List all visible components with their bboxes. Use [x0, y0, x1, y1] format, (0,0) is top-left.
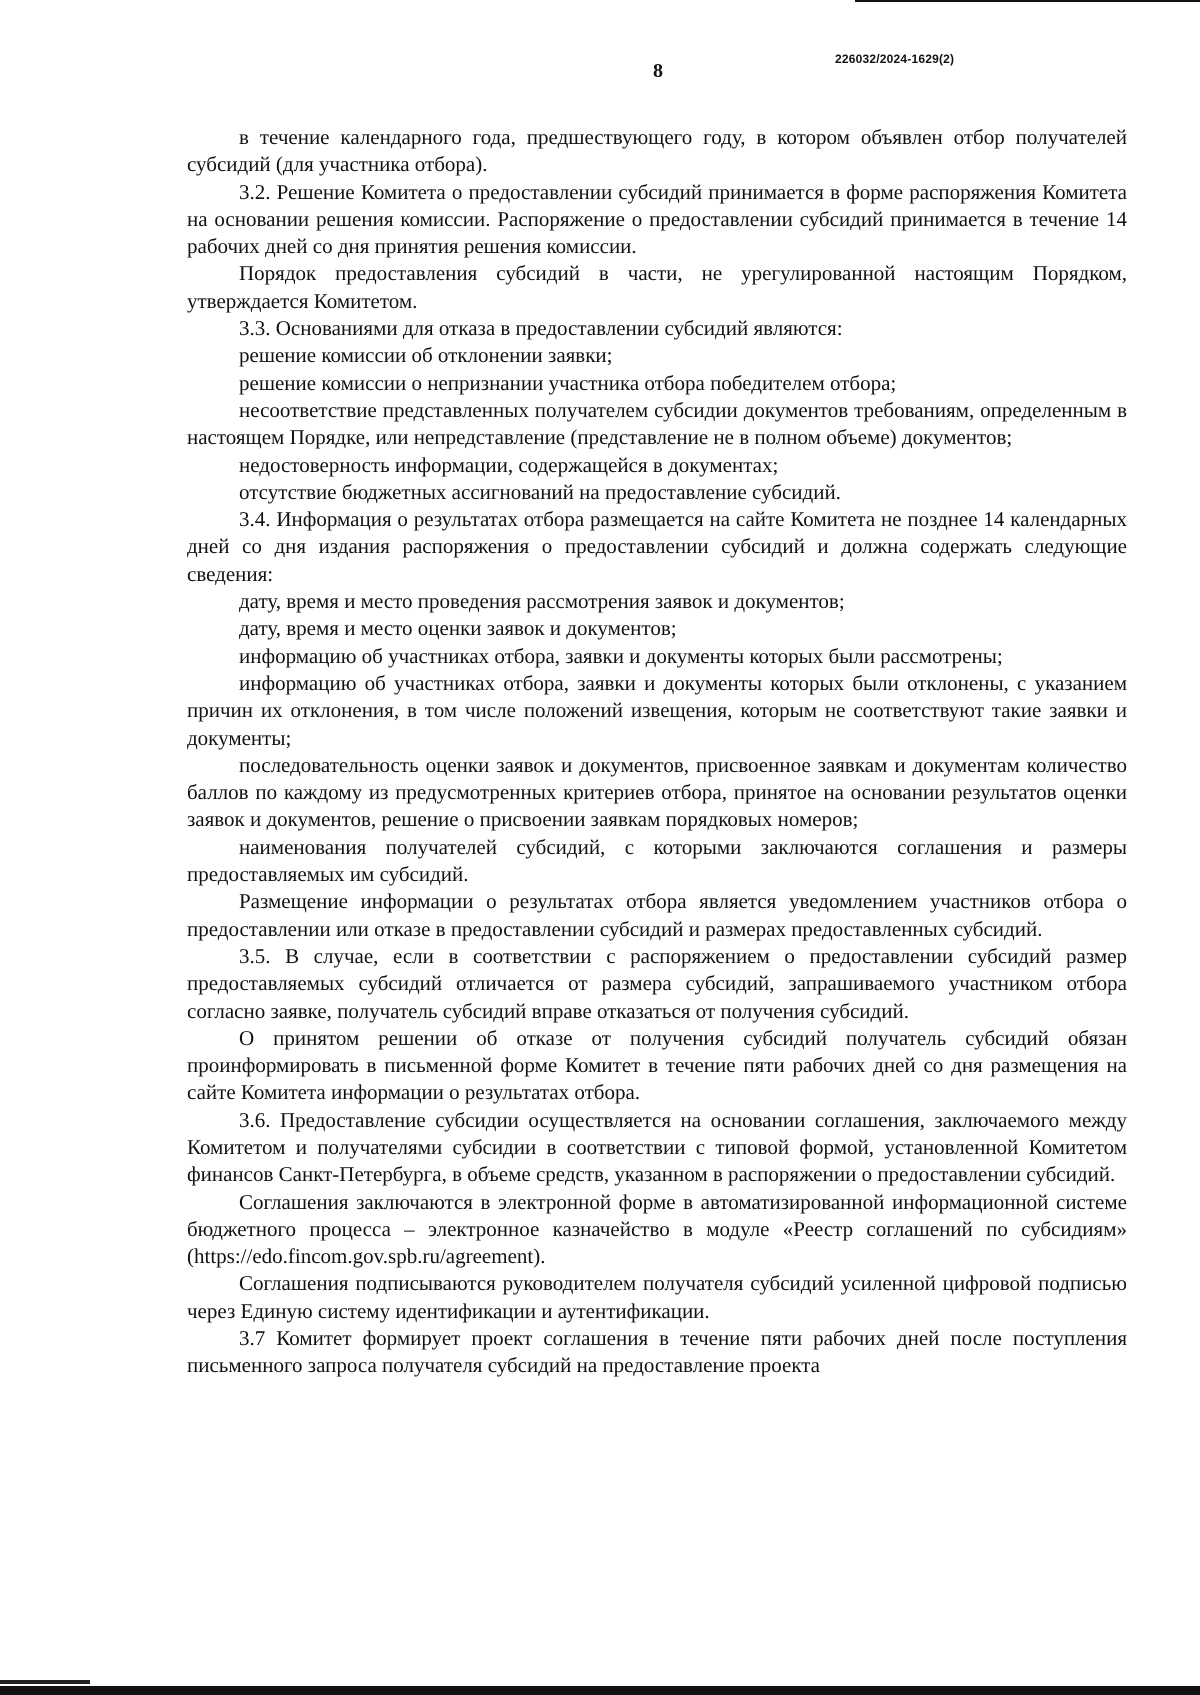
paragraph: 3.5. В случае, если в соответствии с распоряжением о предоставлении субсидий размер предоставляемых субсидий отличается от размера субсидий, запрашиваемого участником отбора согласно заявке, получатель субсидий вправе отказаться от получения субсидий.	[187, 943, 1127, 1023]
document-id: 226032/2024-1629(2)	[835, 52, 955, 66]
list-item: решение комиссии об отклонении заявки;	[239, 343, 613, 368]
paragraph: Соглашения заключаются в электронной форме в автоматизированной информационной системе бюджетного процесса – электронное казначейство в модуле «Реестр соглашений по субсидиям» (https://edo.fincom.gov.spb.ru/agreement).	[187, 1189, 1127, 1269]
top-edge-line	[855, 0, 1200, 2]
paragraph: 3.3. Основаниями для отказа в предоставлении субсидий являются:	[239, 316, 843, 341]
list-item: последовательность оценки заявок и документов, присвоенное заявкам и документам количество баллов по каждому из предусмотренных критериев отбора, принятое на основании результатов оценки заявок и документов, решение о присвоении заявкам порядковых номеров;	[187, 752, 1127, 832]
paragraph: О принятом решении об отказе от получения субсидий получатель субсидий обязан проинформировать в письменной форме Комитет в течение пяти рабочих дней со дня размещения на сайте Комитета информации о результатах отбора.	[187, 1025, 1127, 1105]
bottom-edge-bar	[0, 1686, 1200, 1695]
paragraph: Соглашения подписываются руководителем получателя субсидий усиленной цифровой подписью через Единую систему идентификации и аутентификации.	[187, 1271, 1127, 1323]
list-item: наименования получателей субсидий, с которыми заключаются соглашения и размеры предоставляемых им субсидий.	[187, 834, 1127, 887]
list-item: несоответствие представленных получателем субсидии документов требованиям, определенным в настоящем Порядке, или непредставление (представление не в полном объеме) документов;	[187, 397, 1127, 450]
paragraph: Размещение информации о результатах отбора является уведомлением участников отбора о предоставлении или отказе в предоставлении субсидий и размерах предоставленных субсидий.	[187, 889, 1127, 941]
page-number: 8	[653, 60, 663, 82]
list-item: информацию об участниках отбора, заявки и документы которых были рассмотрены;	[239, 643, 1003, 668]
paragraph: 3.2. Решение Комитета о предоставлении субсидий принимается в форме распоряжения Комитета на основании решения комиссии. Распоряжение о предоставлении субсидий принимается в течение 14 рабочих дней со дня принятия решения комиссии.	[187, 179, 1127, 259]
list-item: информацию об участниках отбора, заявки и документы которых были отклонены, с указанием причин их отклонения, в том числе положений извещения, которым не соответствуют такие заявки и документы;	[187, 670, 1127, 750]
list-item: решение комиссии о непризнании участника отбора победителем отбора;	[239, 370, 897, 395]
list-item: отсутствие бюджетных ассигнований на предоставление субсидий.	[239, 479, 841, 504]
list-item: недостоверность информации, содержащейся в документах;	[239, 452, 779, 477]
list-item: дату, время и место проведения рассмотрения заявок и документов;	[239, 589, 845, 614]
paragraph: 3.6. Предоставление субсидии осуществляется на основании соглашения, заключаемого между Комитетом и получателями субсидии в соответствии с типовой формой, установленной Комитетом финансов Санкт-Петербурга, в объеме средств, указанном в распоряжении о предоставлении субсидий.	[187, 1107, 1127, 1187]
paragraph: в течение календарного года, предшествующего году, в котором объявлен отбор получателей субсидий (для участника отбора).	[187, 125, 1127, 177]
list-item: дату, время и место оценки заявок и документов;	[239, 616, 677, 641]
paragraph: 3.7 Комитет формирует проект соглашения в течение пяти рабочих дней после поступления письменного запроса получателя субсидий на предоставление проекта	[187, 1326, 1127, 1378]
document-body	[187, 124, 1127, 1380]
paragraph: 3.4. Информация о результатах отбора размещается на сайте Комитета не позднее 14 календарных дней со дня издания распоряжения о предоставлении субсидий и должна содержать следующие сведения:	[187, 507, 1127, 586]
paragraph: Порядок предоставления субсидий в части, не урегулированной настоящим Порядком, утверждается Комитетом.	[187, 261, 1127, 313]
